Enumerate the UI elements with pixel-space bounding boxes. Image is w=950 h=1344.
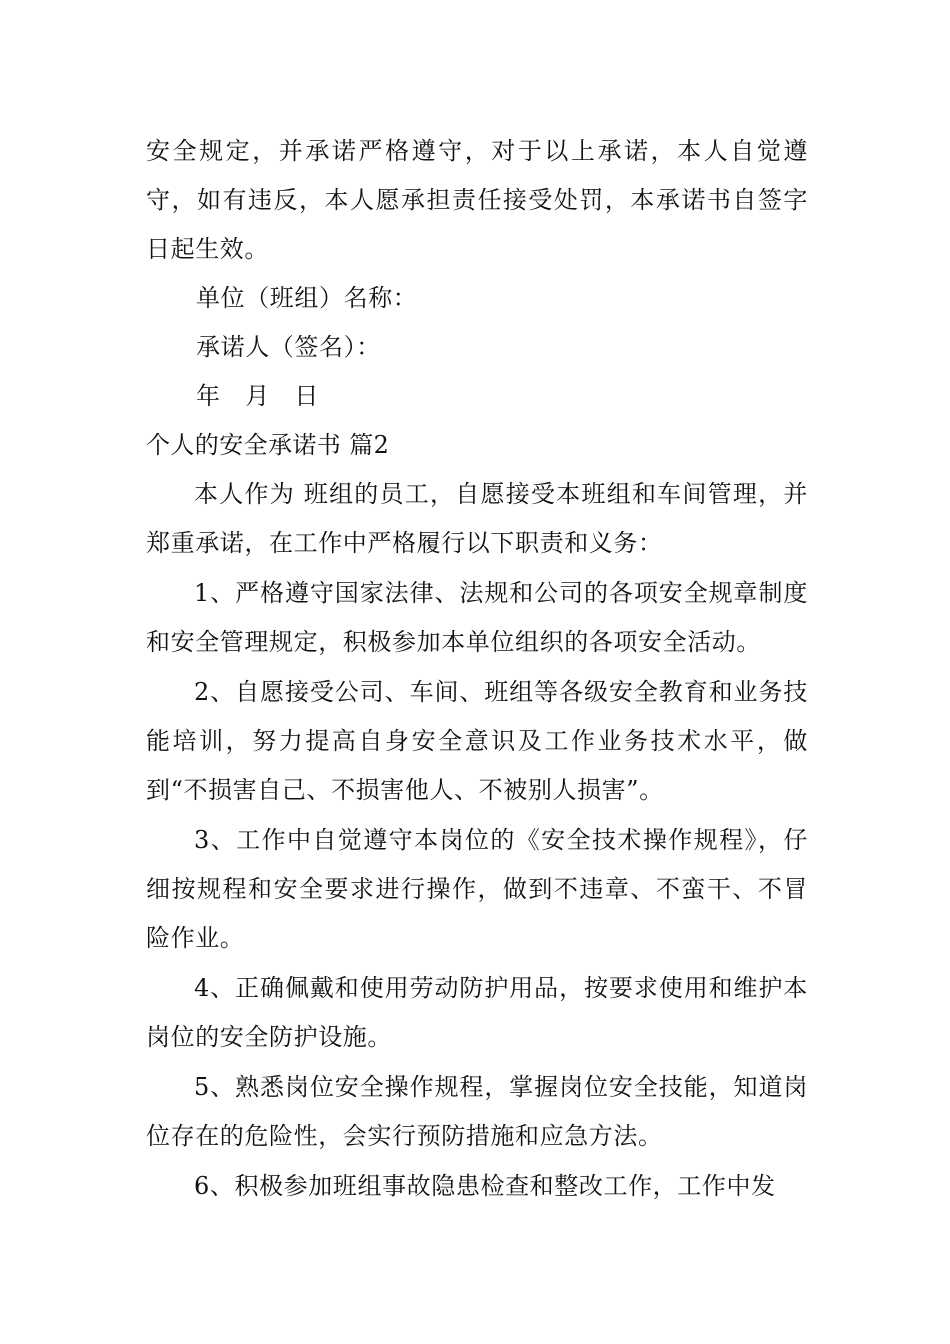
section-title: 个人的安全承诺书 篇2 — [146, 431, 390, 459]
signer-label: 承诺人（签名）： — [196, 333, 381, 361]
list-item: 6、积极参加班组事故隐患检查和整改工作，工作中发 — [194, 1172, 776, 1200]
list-item: 4、正确佩戴和使用劳动防护用品，按要求使用和维护本岗位的安全防护设施。 — [146, 974, 808, 1051]
list-item: 3、工作中自觉遵守本岗位的《安全技术操作规程》，仔细按规程和安全要求进行操作，做到不违章、不蛮干、不冒险作业。 — [146, 826, 808, 952]
intro-paragraph: 本人作为 班组的员工，自愿接受本班组和车间管理，并郑重承诺，在工作中严格履行以下职责和义务： — [146, 480, 808, 557]
document-body — [146, 127, 808, 1211]
unit-name-label: 单位（班组）名称： — [196, 284, 418, 312]
list-item: 1、严格遵守国家法律、法规和公司的各项安全规章制度和安全管理规定，积极参加本单位组织的各项安全活动。 — [146, 579, 808, 656]
list-item: 2、自愿接受公司、车间、班组等各级安全教育和业务技能培训，努力提高自身安全意识及工作业务技术水平，做到“不损害自己、不损害他人、不被别人损害”。 — [146, 678, 808, 804]
date-label: 年 月 日 — [196, 382, 319, 410]
continuation-paragraph: 安全规定，并承诺严格遵守，对于以上承诺，本人自觉遵守，如有违反，本人愿承担责任接受处罚，本承诺书自签字日起生效。 — [146, 137, 808, 263]
list-item: 5、熟悉岗位安全操作规程，掌握岗位安全技能，知道岗位存在的危险性，会实行预防措施和应急方法。 — [146, 1073, 808, 1150]
